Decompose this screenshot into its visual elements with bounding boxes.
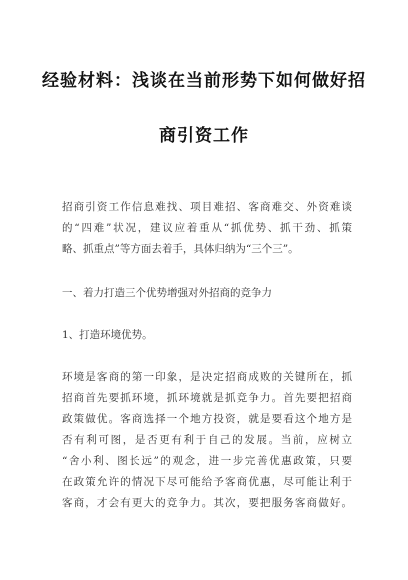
intro-paragraph xyxy=(62,197,352,260)
body-line: 招商首先要抓环境，抓环境就是抓竞争力。首先要把招商 xyxy=(62,392,352,404)
subheading-text: 1、打造环境优势。 xyxy=(62,329,153,341)
intro-line: 招商引资工作信息难找、项目难招、客商难交、外资难谈 xyxy=(62,201,352,213)
section-heading-text: 一、着力打造三个优势增强对外招商的竞争力 xyxy=(62,287,272,299)
body-line: 环境是客商的第一印象，是决定招商成败的关键所在，抓 xyxy=(62,371,352,383)
body-line: 政策做优。客商选择一个地方投资，就是要看这个地方是 xyxy=(62,413,352,425)
section-heading xyxy=(62,283,352,304)
body-line: 在政策允许的情况下尽可能给予客商优惠，尽可能让利于 xyxy=(62,476,352,488)
body-paragraph xyxy=(62,367,352,514)
body-line: “舍小利、图长远”的观念，进一步完善优惠政策，只要 xyxy=(62,455,352,467)
document-title-line-1: 经验材料：浅谈在当前形势下如何做好招 xyxy=(42,71,366,91)
body-line: 否有利可图，是否更有利于自己的发展。当前，应树立 xyxy=(62,434,352,446)
subheading xyxy=(62,325,352,346)
intro-line: 略、抓重点”等方面去着手，具体归纳为“三个三”。 xyxy=(62,243,299,255)
body-line: 客商，才会有更大的竞争力。其次，要把服务客商做好。 xyxy=(62,497,352,509)
intro-line: 的“四难”状况，建议应着重从“抓优势、抓干劲、抓策 xyxy=(62,222,352,234)
document-title-line-2: 商引资工作 xyxy=(159,126,249,146)
